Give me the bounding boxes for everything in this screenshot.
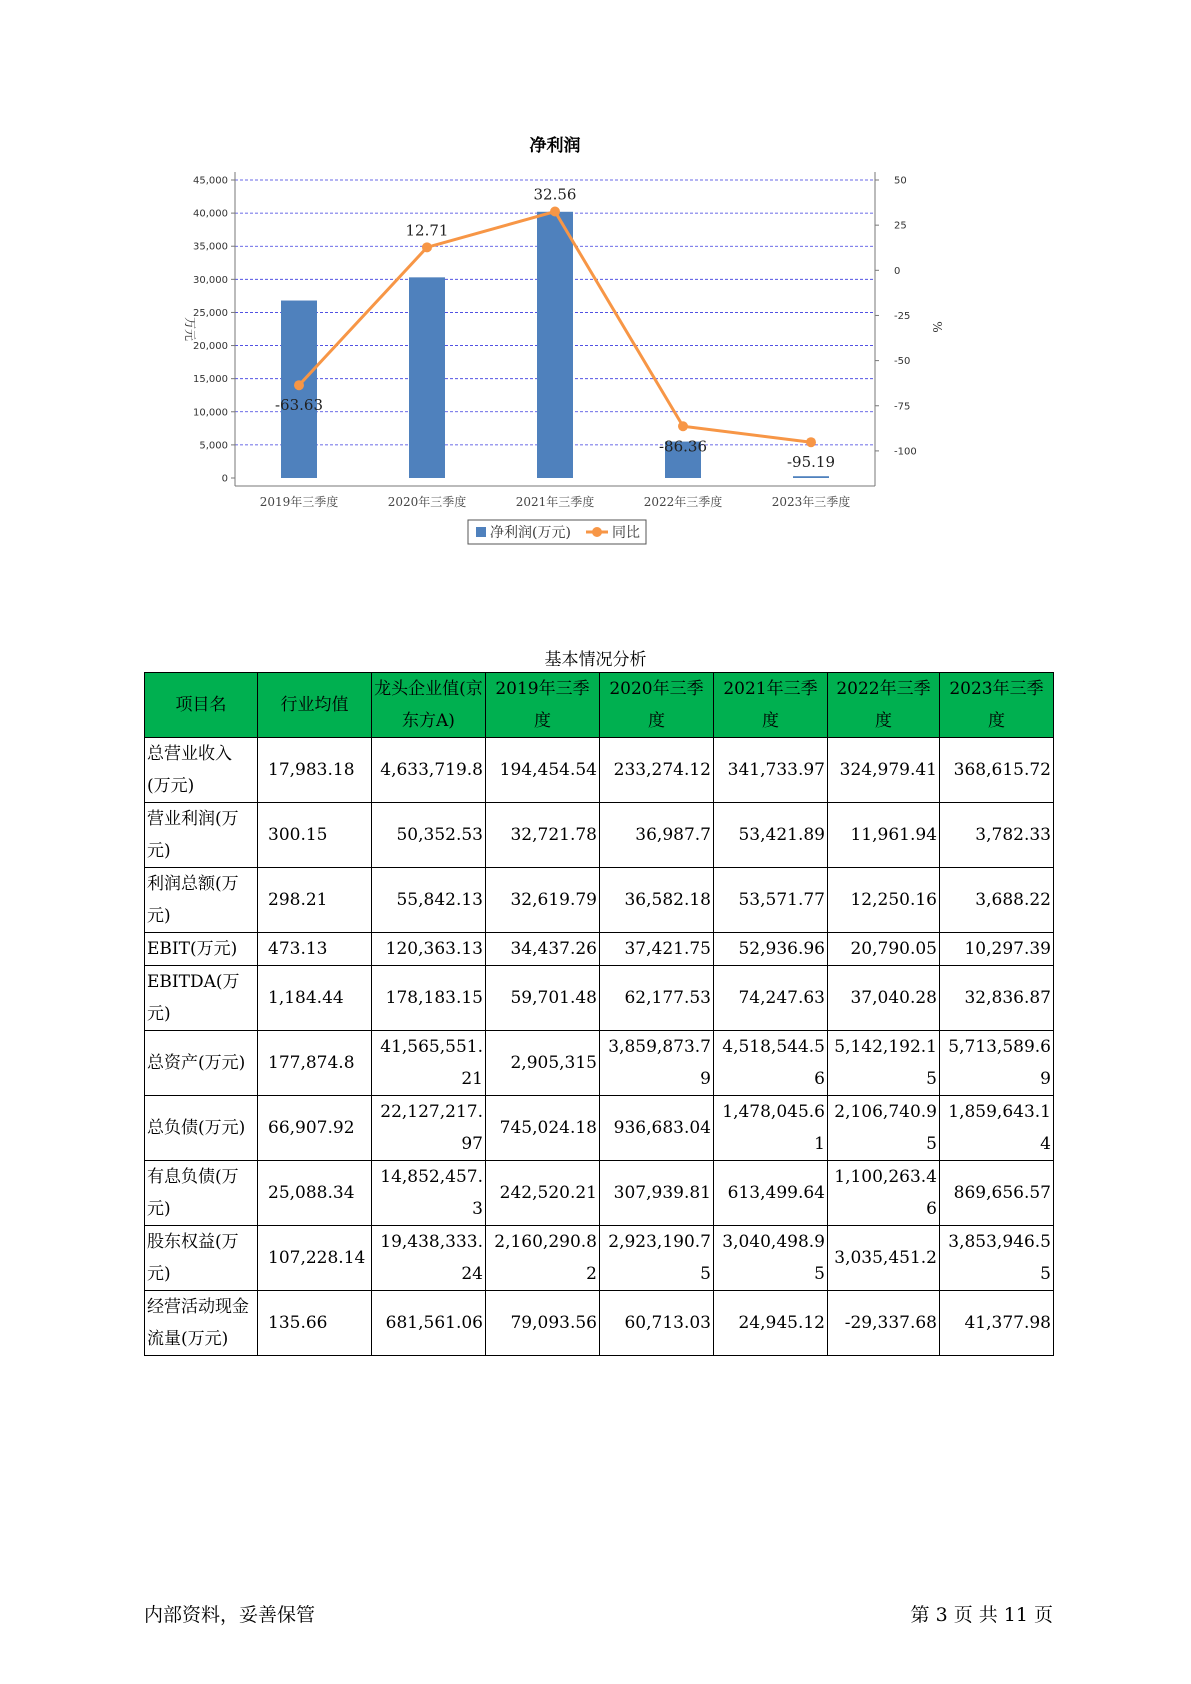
table-cell: 32,721.78 [486,803,600,868]
column-header: 2020年三季度 [600,673,714,738]
table-cell: 11,961.94 [828,803,940,868]
table-cell: 53,571.77 [714,868,828,933]
row-label: 总资产(万元) [145,1031,258,1096]
bar [537,212,573,478]
net-profit-chart [160,130,1040,600]
table-cell: 233,274.12 [600,738,714,803]
legend-bar-label: 净利润(万元) [490,525,571,541]
table-cell: 745,024.18 [486,1096,600,1161]
column-header: 龙头企业值(京东方A) [372,673,486,738]
table-cell: 107,228.14 [258,1226,372,1291]
basic-analysis-table [144,672,1054,1356]
table-cell: 37,421.75 [600,933,714,966]
table-cell: 60,713.03 [600,1291,714,1356]
y2-tick-label: -50 [894,356,911,368]
table-cell: 41,565,551.21 [372,1031,486,1096]
footer-confidential: 内部资料，妥善保管 [144,1604,316,1626]
yoy-data-label: 12.71 [405,221,449,240]
yoy-point [294,380,304,390]
table-cell: 681,561.06 [372,1291,486,1356]
table-cell: 368,615.72 [940,738,1054,803]
table-cell: 242,520.21 [486,1161,600,1226]
table-cell: 24,945.12 [714,1291,828,1356]
table-cell: 1,100,263.46 [828,1161,940,1226]
table-cell: 66,907.92 [258,1096,372,1161]
table-cell: 3,035,451.2 [828,1226,940,1291]
table-cell: 473.13 [258,933,372,966]
table-cell: 3,782.33 [940,803,1054,868]
yoy-data-label: -95.19 [786,453,836,472]
column-header: 2022年三季度 [828,673,940,738]
table-cell: 341,733.97 [714,738,828,803]
row-label: 营业利润(万元) [145,803,258,868]
y-tick-label: 25,000 [193,307,228,319]
row-label: EBITDA(万元) [145,966,258,1031]
table-cell: 1,859,643.14 [940,1096,1054,1161]
y-tick-label: 15,000 [193,374,228,386]
column-header: 行业均值 [258,673,372,738]
table-cell: 55,842.13 [372,868,486,933]
table-title: 基本情况分析 [544,650,647,670]
table-cell: 2,106,740.95 [828,1096,940,1161]
y-tick-label: 20,000 [193,341,228,353]
table-cell: 52,936.96 [714,933,828,966]
column-header: 2021年三季度 [714,673,828,738]
y2-tick-label: 25 [894,220,907,232]
table-row [145,738,1054,803]
table-row [145,1031,1054,1096]
table-cell: 5,142,192.15 [828,1031,940,1096]
table-cell: 3,859,873.79 [600,1031,714,1096]
table-cell: 613,499.64 [714,1161,828,1226]
row-label: 总营业收入(万元) [145,738,258,803]
y-axis-label: 万元 [183,316,197,342]
table-row [145,1226,1054,1291]
table-cell: 50,352.53 [372,803,486,868]
yoy-point [550,206,560,216]
column-header: 项目名 [145,673,258,738]
table-cell: 324,979.41 [828,738,940,803]
table-cell: 41,377.98 [940,1291,1054,1356]
table-cell: 3,688.22 [940,868,1054,933]
x-tick-label: 2022年三季度 [643,495,723,509]
table-cell: 177,874.8 [258,1031,372,1096]
y-tick-label: 45,000 [193,175,228,187]
table-cell: 300.15 [258,803,372,868]
y-tick-label: 35,000 [193,241,228,253]
yoy-data-label: 32.56 [533,185,577,204]
table-cell: 2,923,190.75 [600,1226,714,1291]
row-label: 有息负债(万元) [145,1161,258,1226]
table-header-row [145,673,1054,738]
table-cell: 36,987.7 [600,803,714,868]
legend-line-label: 同比 [612,525,640,541]
table-row [145,933,1054,966]
yoy-point [806,437,816,447]
table-cell: 120,363.13 [372,933,486,966]
table-cell: 1,184.44 [258,966,372,1031]
table-cell: 869,656.57 [940,1161,1054,1226]
table-cell: 135.66 [258,1291,372,1356]
table-cell: 17,983.18 [258,738,372,803]
table-cell: 20,790.05 [828,933,940,966]
yoy-data-label: -63.63 [274,396,324,415]
legend-line-marker [592,527,602,537]
table-cell: 936,683.04 [600,1096,714,1161]
table-cell: 79,093.56 [486,1291,600,1356]
table-cell: 34,437.26 [486,933,600,966]
row-label: EBIT(万元) [145,933,258,966]
table-cell: 307,939.81 [600,1161,714,1226]
table-row [145,1161,1054,1226]
yoy-point [422,242,432,252]
table-cell: 53,421.89 [714,803,828,868]
x-tick-label: 2020年三季度 [387,495,467,509]
table-cell: 194,454.54 [486,738,600,803]
y-tick-label: 40,000 [193,208,228,220]
table-cell: 1,478,045.61 [714,1096,828,1161]
y-tick-label: 0 [221,473,228,485]
table-cell: 2,905,315 [486,1031,600,1096]
table-cell: 3,040,498.95 [714,1226,828,1291]
table-cell: 19,438,333.24 [372,1226,486,1291]
column-header: 2019年三季度 [486,673,600,738]
table-cell: 37,040.28 [828,966,940,1031]
table-cell: 5,713,589.69 [940,1031,1054,1096]
table-cell: 3,853,946.55 [940,1226,1054,1291]
table-cell: 22,127,217.97 [372,1096,486,1161]
table-row [145,1096,1054,1161]
chart-svg [160,130,1040,600]
table-row [145,966,1054,1031]
table-cell: 12,250.16 [828,868,940,933]
table-cell: 32,836.87 [940,966,1054,1031]
bar [793,476,829,478]
chart-title: 净利润 [529,136,581,156]
y2-tick-label: -75 [894,401,911,413]
table-cell: 4,633,719.8 [372,738,486,803]
table-cell: 14,852,457.3 [372,1161,486,1226]
table-cell: 4,518,544.56 [714,1031,828,1096]
table-row [145,803,1054,868]
y-tick-label: 10,000 [193,407,228,419]
table-cell: 59,701.48 [486,966,600,1031]
table-cell: 178,183.15 [372,966,486,1031]
row-label: 股东权益(万元) [145,1226,258,1291]
table-cell: 10,297.39 [940,933,1054,966]
row-label: 经营活动现金流量(万元) [145,1291,258,1356]
y2-tick-label: 50 [894,175,907,187]
table-cell: 25,088.34 [258,1161,372,1226]
bar [409,277,445,478]
y-tick-label: 5,000 [199,440,228,452]
y-tick-label: 30,000 [193,274,228,286]
y2-tick-label: -100 [894,446,917,458]
table-cell: 62,177.53 [600,966,714,1031]
table-cell: 36,582.18 [600,868,714,933]
table-cell: 32,619.79 [486,868,600,933]
table-row [145,868,1054,933]
y2-tick-label: -25 [894,310,911,322]
x-tick-label: 2019年三季度 [259,495,339,509]
yoy-data-label: -86.36 [658,437,708,456]
table-cell: -29,337.68 [828,1291,940,1356]
row-label: 总负债(万元) [145,1096,258,1161]
table-cell: 74,247.63 [714,966,828,1031]
table-row [145,1291,1054,1356]
row-label: 利润总额(万元) [145,868,258,933]
legend-bar-swatch [476,527,486,537]
table-cell: 2,160,290.82 [486,1226,600,1291]
x-tick-label: 2023年三季度 [771,495,851,509]
yoy-point [678,421,688,431]
x-tick-label: 2021年三季度 [515,495,595,509]
y2-tick-label: 0 [894,265,901,277]
footer-page-number: 第 3 页 共 11 页 [910,1604,1053,1626]
table-cell: 298.21 [258,868,372,933]
y2-axis-label: % [930,321,944,333]
column-header: 2023年三季度 [940,673,1054,738]
